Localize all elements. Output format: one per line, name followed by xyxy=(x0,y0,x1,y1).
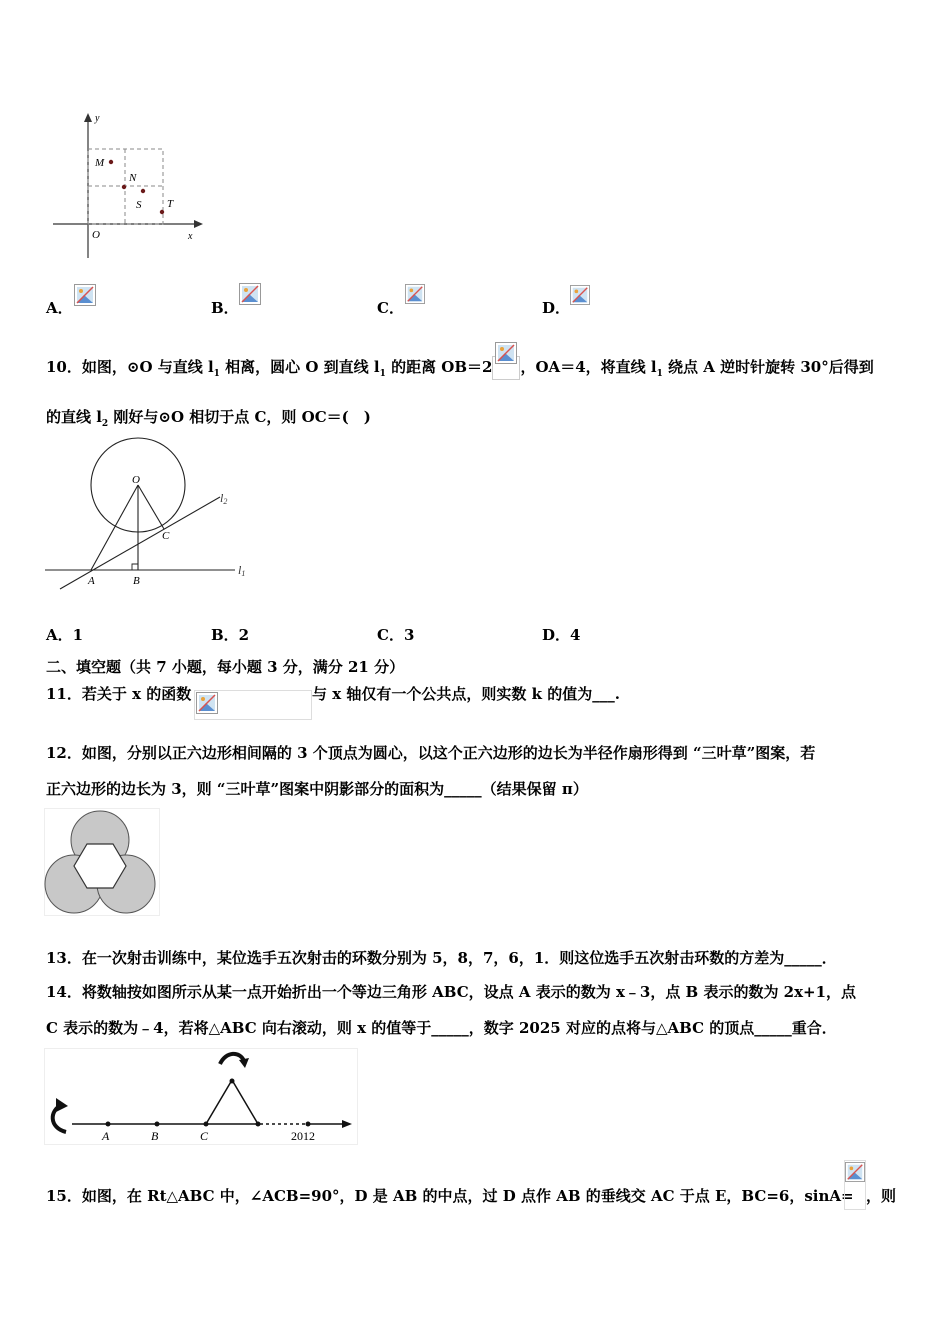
point-n xyxy=(122,185,126,189)
label-a: A xyxy=(88,575,95,587)
label-b: B xyxy=(151,1129,159,1143)
image-placeholder-icon xyxy=(845,1161,865,1183)
point-t xyxy=(160,210,164,214)
q9-option-a[interactable] xyxy=(46,297,73,318)
section-2-title: 二、填空题（共 7 小题，每小题 3 分，满分 21 分） xyxy=(46,658,405,676)
option-label: D． xyxy=(542,299,571,317)
label-s: S xyxy=(136,199,142,211)
image-placeholder-icon xyxy=(196,692,218,714)
q10-line2 xyxy=(46,406,371,435)
option-label: A． xyxy=(46,299,73,317)
l1-sub: 1 xyxy=(241,569,246,578)
text-part: 10．如图，⊙O 与直线 l xyxy=(46,358,214,376)
q14-number-line-figure xyxy=(44,1048,359,1146)
l2-sub: 2 xyxy=(223,497,228,506)
q11-text-b: 与 x 轴仅有一个公共点，则实数 k 的值为___. xyxy=(312,685,620,703)
point-s xyxy=(141,189,145,193)
text-part: 刚好与⊙O 相切于点 C，则 OC＝( ) xyxy=(108,408,371,426)
subscript: 1 xyxy=(656,369,663,379)
point-m xyxy=(109,160,113,164)
line-l2 xyxy=(60,497,220,589)
label-l1 xyxy=(238,563,245,578)
q10-option-c[interactable]: C．3 xyxy=(377,626,415,644)
text-part: 绕点 A 逆时针旋转 30°后得到 xyxy=(662,358,874,376)
q11-formula-image-placeholder xyxy=(194,690,312,720)
q10-circle-tangent-figure xyxy=(40,434,260,594)
q12-line2: 正六边形的边长为 3，则 “三叶草”图案中阴影部分的面积为_____（结果保留 π） xyxy=(46,780,588,798)
q10-option-a[interactable]: A．1 xyxy=(46,626,84,644)
text-part: 相离，圆心 O 到直线 l xyxy=(219,358,380,376)
q15-text-b: ，则 xyxy=(866,1187,897,1205)
image-placeholder-icon xyxy=(405,283,425,305)
image-placeholder-icon xyxy=(239,283,261,305)
option-label: C． xyxy=(377,299,404,317)
image-placeholder-icon xyxy=(74,284,96,306)
label-c: C xyxy=(200,1129,209,1143)
label-m: M xyxy=(95,157,105,169)
y-axis-label: y xyxy=(95,113,100,124)
q9-coordinate-figure xyxy=(48,108,208,263)
q13-text: 13．在一次射击训练中，某位选手五次射击的环数分别为 5，8，7，6，1．则这位选手五次射击环数的方差为_____． xyxy=(46,949,837,967)
q9-option-c[interactable] xyxy=(377,297,404,318)
q12-line1: 12．如图，分别以正六边形相间隔的 3 个顶点为圆心，以这个正六边形的边长为半径作扇形得到 “三叶草”图案，若 xyxy=(46,744,816,762)
q15-text-a: 15．如图，在 Rt△ABC 中，∠ACB=90°，D 是 AB 的中点，过 D 点作 AB 的垂线交 AC 于点 E，BC=6，sinA= xyxy=(46,1187,854,1205)
triangle xyxy=(206,1080,258,1124)
q14-line1: 14．将数轴按如图所示从某一点开始折出一个等边三角形 ABC，设点 A 表示的数为 x﹣3，点 B 表示的数为 2x+1，点 xyxy=(46,983,857,1001)
image-placeholder-icon xyxy=(570,284,590,306)
image-placeholder-icon xyxy=(495,342,517,364)
text-part: 的距离 OB＝2 xyxy=(385,358,493,376)
label-n: N xyxy=(129,172,137,184)
q9-option-b[interactable] xyxy=(211,297,239,318)
label-c: C xyxy=(162,530,170,542)
subscript: 1 xyxy=(213,369,220,379)
q15-formula-image-placeholder xyxy=(844,1160,866,1210)
label-t: T xyxy=(167,198,174,210)
x-axis-label: x xyxy=(188,231,193,242)
subscript: 1 xyxy=(379,369,386,379)
option-label: B． xyxy=(211,299,239,317)
q10-option-b[interactable]: B．2 xyxy=(211,626,250,644)
rotate-arrow-icon xyxy=(220,1054,244,1064)
origin-label: O xyxy=(92,229,100,241)
q14-line2: C 表示的数为﹣4，若将△ABC 向右滚动，则 x 的值等于_____，数字 2025 对应的点将与△ABC 的顶点_____重合． xyxy=(46,1019,837,1037)
text-part: ，OA＝4，将直线 l xyxy=(520,358,657,376)
l2-letter: l xyxy=(220,491,224,505)
q12-clover-figure xyxy=(44,808,160,916)
label-l2 xyxy=(220,491,227,506)
subscript: 2 xyxy=(101,419,109,429)
l1-letter: l xyxy=(238,563,242,577)
formula-image-placeholder xyxy=(492,356,520,380)
q11-text-a: 11．若关于 x 的函数 xyxy=(46,685,192,703)
q10-line1 xyxy=(46,356,874,385)
label-o: O xyxy=(132,474,140,486)
q10-option-d[interactable]: D．4 xyxy=(542,626,581,644)
label-b: B xyxy=(133,575,140,587)
label-2012: 2012 xyxy=(291,1129,315,1143)
label-a: A xyxy=(102,1129,110,1143)
q9-option-d[interactable] xyxy=(542,297,570,318)
text-part: 的直线 l xyxy=(46,408,102,426)
